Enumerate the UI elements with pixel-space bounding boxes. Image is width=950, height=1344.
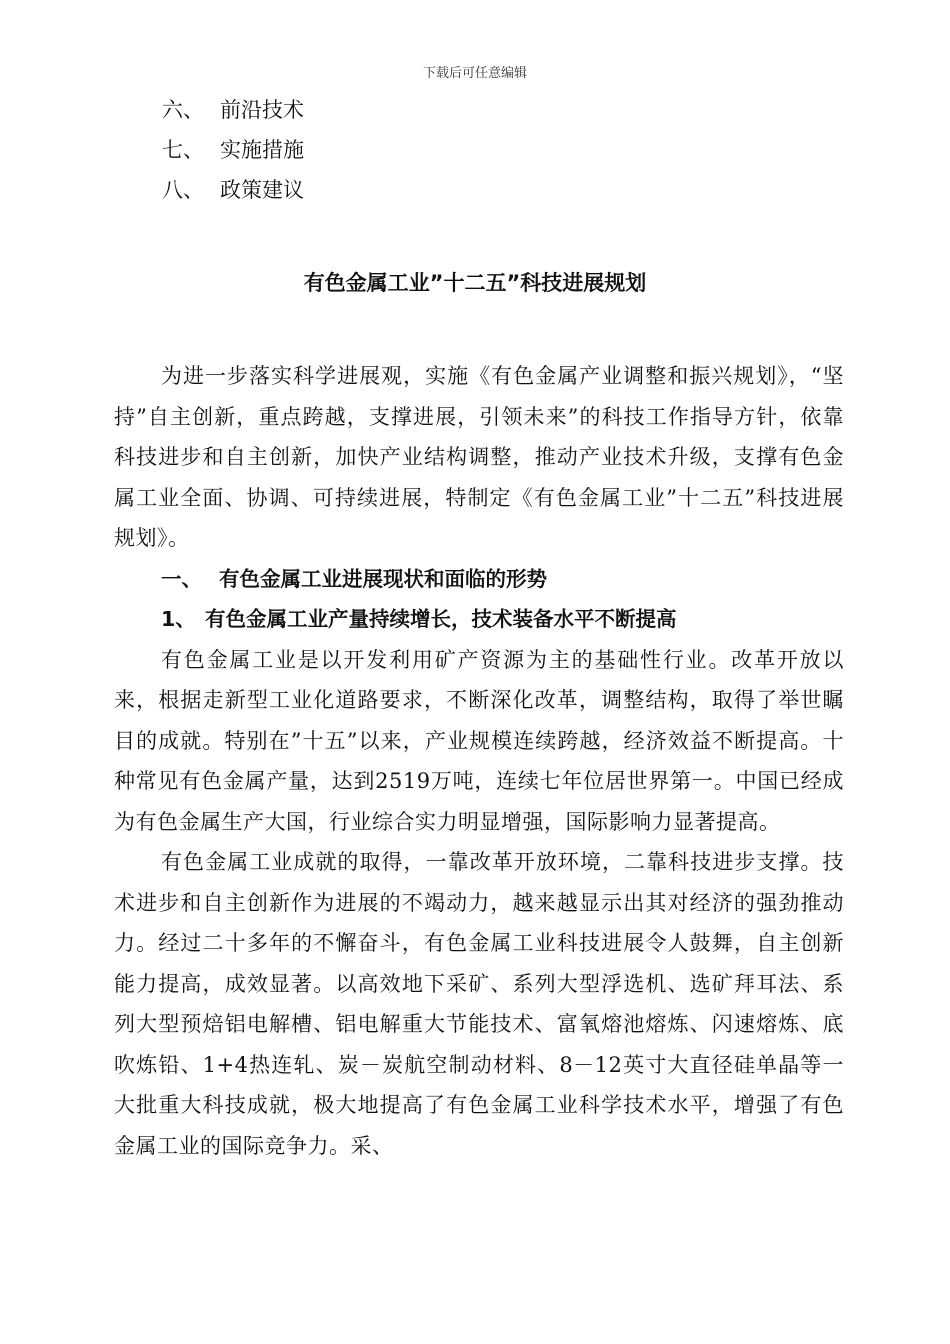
toc-item-number: 六、	[162, 98, 204, 122]
toc-item	[162, 136, 304, 176]
subsection-title: 有色金属工业产量持续增长，技术装备水平不断提高	[205, 607, 677, 631]
subsection-number: 1、	[161, 607, 196, 631]
toc-item	[162, 176, 304, 216]
subsection-heading	[114, 599, 844, 640]
toc-item-label: 实施措施	[220, 138, 304, 162]
page-header: 下载后可任意编辑	[422, 66, 527, 81]
section-heading	[114, 559, 844, 600]
section-number: 一、	[161, 566, 202, 591]
table-of-contents	[162, 96, 304, 216]
toc-item	[162, 96, 304, 136]
toc-item-number: 八、	[162, 178, 204, 202]
toc-item-label: 政策建议	[220, 178, 304, 202]
body-paragraph: 有色金属工业成就的取得，一靠改革开放环境，二靠科技进步支撑。技术进步和自主创新作为进展的不竭动力，越来越显示出其对经济的强劲推动力。经过二十多年的不懈奋斗，有色金属工业科技进展令人鼓舞，自主创新能力提高，成效显著。以高效地下采矿、系列大型浮选机、选矿拜耳法、系列大型预焙铝电解槽、铝电解重大节能技术、富氧熔池熔炼、闪速熔炼、底吹炼铅、1+4热连轧、炭－炭航空制动材料、8－12英寸大直径硅单晶等一大批重大科技成就，极大地提高了有色金属工业科学技术水平，增强了有色金属工业的国际竞争力。采、	[114, 850, 844, 1158]
toc-item-number: 七、	[162, 138, 204, 162]
document-title: 有色金属工业”十二五”科技进展规划	[303, 271, 647, 295]
toc-item-label: 前沿技术	[220, 98, 304, 122]
intro-paragraph: 为进一步落实科学进展观，实施《有色金属产业调整和振兴规划》，“坚持”自主创新，重点跨越，支撑进展，引领未来”的科技工作指导方针，依靠科技进步和自主创新，加快产业结构调整，推动产业技术升级，支撑有色金属工业全面、协调、可持续进展，特制定《有色金属工业”十二五”科技进展规划》。	[114, 364, 844, 550]
document-body	[114, 356, 844, 1166]
body-paragraph: 有色金属工业是以开发利用矿产资源为主的基础性行业。改革开放以来，根据走新型工业化道路要求，不断深化改革，调整结构，取得了举世瞩目的成就。特别在”十五”以来，产业规模连续跨越，经济效益不断提高。十种常见有色金属产量，达到2519万吨，连续七年位居世界第一。中国已经成为有色金属生产大国，行业综合实力明显增强，国际影响力显著提高。	[114, 647, 844, 834]
section-title: 有色金属工业进展现状和面临的形势	[219, 566, 547, 591]
